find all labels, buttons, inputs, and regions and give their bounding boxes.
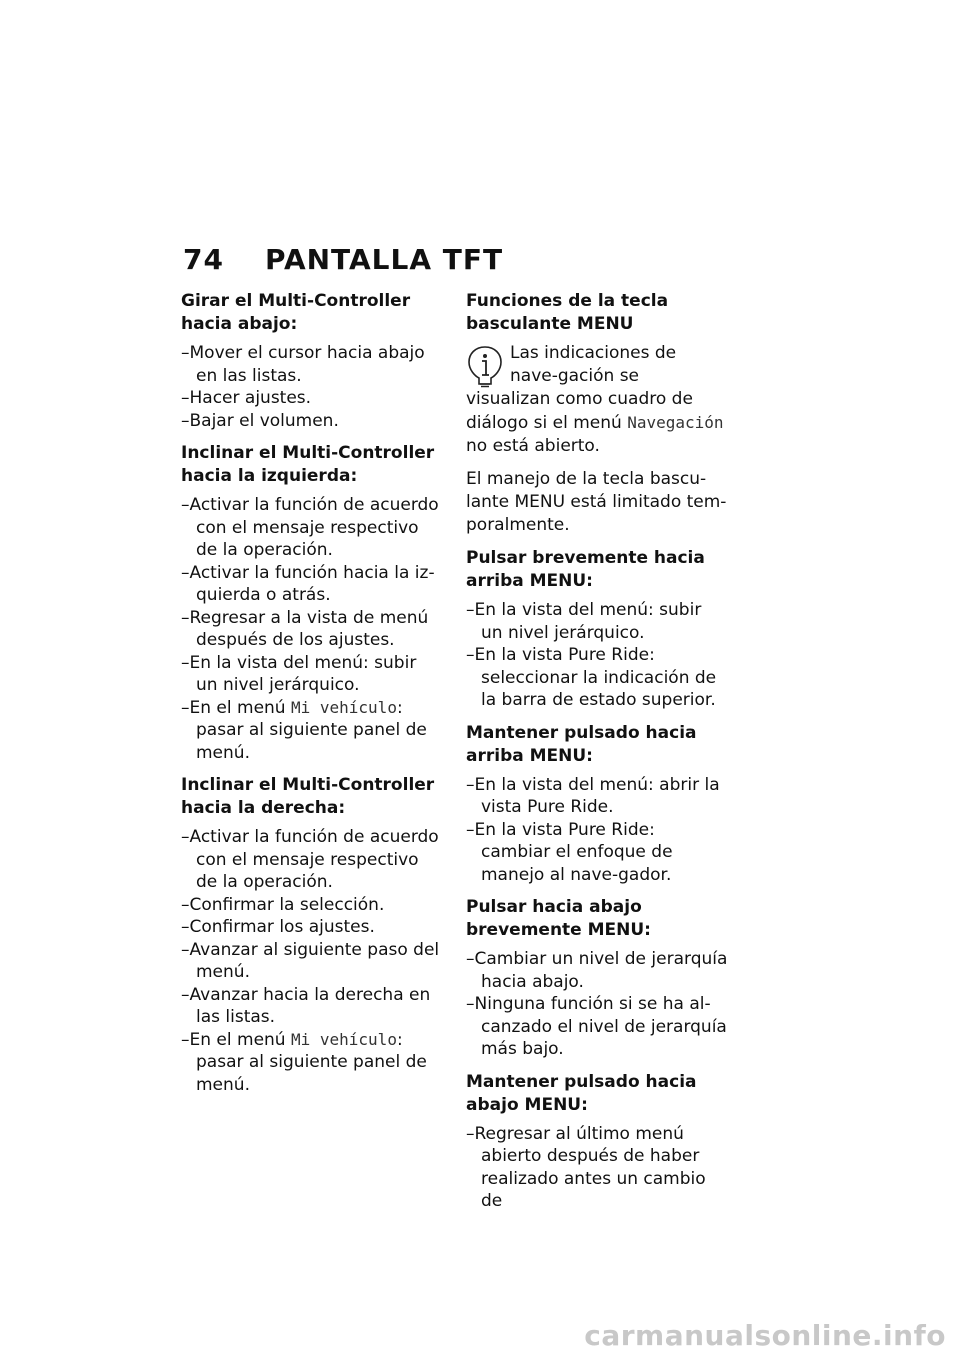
item-suffix: : pasar al siguiente panel de menú.	[196, 1029, 427, 1095]
list-item	[181, 1029, 443, 1097]
info-note	[466, 342, 728, 458]
section-heading: Pulsar brevemente hacia arriba MENU:	[466, 548, 705, 591]
left-column	[181, 290, 443, 1106]
list-item: –Cambiar un nivel de jerarquía hacia abajo.	[466, 949, 728, 992]
page-number: 74	[183, 243, 224, 276]
page-title: PANTALLA TFT	[265, 243, 504, 276]
list-item: –Regresar a la vista de menú después de los ajustes.	[181, 607, 429, 650]
section-tilt-right	[181, 774, 443, 1096]
list-item: –En la vista del menú: subir un nivel jerárquico.	[466, 600, 702, 643]
list-item: –Ninguna función si se ha al-canzado el nivel de jerarquía más bajo.	[466, 994, 727, 1059]
list-item: –Activar la función hacia la iz-quierda o atrás.	[181, 562, 435, 605]
section-short-down	[466, 896, 728, 1061]
section-heading: Funciones de la tecla basculante MENU	[466, 291, 669, 334]
item-prefix: –En el menú	[181, 1029, 291, 1050]
list-item: –En la vista Pure Ride: cambiar el enfoque de manejo al nave-gador.	[466, 819, 673, 885]
list-item: –Activar la función de acuerdo con el mensaje respectivo de la operación.	[181, 495, 439, 560]
list-item: –Regresar al último menú abierto después de haber realizado antes un cambio de	[466, 1123, 706, 1211]
section-menu-rocker	[466, 290, 728, 537]
list-item: –En la vista del menú: subir un nivel jerárquico.	[181, 652, 417, 695]
section-heading: Mantener pulsado hacia abajo MENU:	[466, 1071, 697, 1115]
info-prefix: Las indicaciones de nave-gación se visualizan como cuadro de diálogo si el menú	[466, 343, 693, 433]
item-suffix: : pasar al siguiente panel de menú.	[196, 697, 427, 763]
list-item: –Avanzar al siguiente paso del menú.	[181, 939, 440, 982]
list-item: –En la vista Pure Ride: seleccionar la indicación de la barra de estado superior.	[466, 645, 717, 710]
body-paragraph: El manejo de la tecla bascu-lante MENU está limitado tem-poralmente.	[466, 469, 727, 535]
watermark: carmanualsonline.info	[584, 1319, 946, 1352]
menu-name: Mi vehículo	[290, 1029, 397, 1049]
page-header	[183, 243, 503, 276]
section-heading: Inclinar el Multi-Controller hacia la derecha:	[181, 775, 435, 818]
info-suffix: no está abierto.	[466, 436, 600, 456]
item-prefix: –En el menú	[181, 697, 291, 718]
info-icon	[466, 344, 504, 388]
list-item: –Avanzar hacia la derecha en las listas.	[181, 984, 431, 1027]
list-item	[181, 697, 443, 765]
right-column	[466, 290, 728, 1223]
list-item: –Confirmar la selección.	[181, 894, 385, 915]
list-item: –Bajar el volumen.	[181, 410, 339, 431]
menu-name: Mi vehículo	[290, 697, 397, 717]
section-hold-up	[466, 722, 728, 887]
menu-name: Navegación	[627, 413, 724, 432]
section-tilt-left	[181, 442, 443, 764]
section-heading: Mantener pulsado hacia arriba MENU:	[466, 722, 697, 766]
section-short-up	[466, 547, 728, 712]
list-item: –Confirmar los ajustes.	[181, 917, 375, 937]
section-turn-down	[181, 290, 443, 432]
list-item: –Hacer ajustes.	[181, 388, 312, 408]
section-heading: Pulsar hacia abajo brevemente MENU:	[466, 897, 651, 940]
list-item: –Mover el cursor hacia abajo en las listas.	[181, 343, 425, 386]
list-item: –En la vista del menú: abrir la vista Pure Ride.	[466, 774, 720, 817]
section-heading: Girar el Multi-Controller hacia abajo:	[181, 291, 411, 334]
section-heading: Inclinar el Multi-Controller hacia la izquierda:	[181, 443, 435, 486]
info-text	[466, 342, 728, 458]
section-hold-down	[466, 1071, 728, 1213]
list-item: –Activar la función de acuerdo con el mensaje respectivo de la operación.	[181, 827, 439, 892]
